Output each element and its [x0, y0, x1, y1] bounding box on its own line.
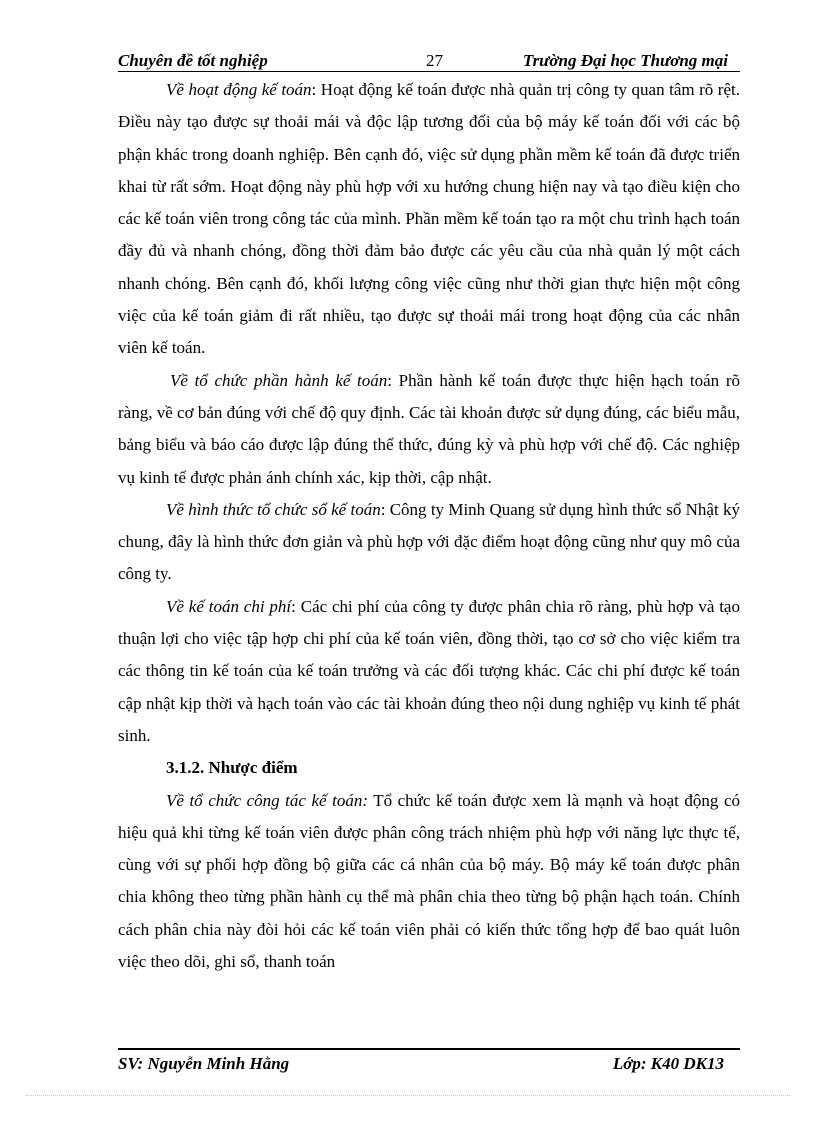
- paragraph-lead: Về hình thức tổ chức sổ kế toán: [166, 499, 381, 519]
- paragraph-lead: Về tổ chức công tác kế toán:: [166, 790, 368, 810]
- header-document-title: Chuyên đề tốt nghiệp: [118, 51, 268, 70]
- paragraph-lead: Về kế toán chi phí: [166, 596, 292, 616]
- header-divider: [118, 71, 740, 72]
- paragraph-accounting-organization: [118, 785, 740, 979]
- paragraph-text: : Phần hành kế toán được thực hiện hạch toán rõ ràng, về cơ bản đúng với chế độ quy định. Các tài khoản được sử dụng đúng, các biểu mẫu, bảng biểu và báo cáo được lập đúng thể thức, đúng kỳ và phù hợp với chế độ. Các nghiệp vụ kinh tế được phản ánh chính xác, kịp thời, cập nhật.: [118, 370, 740, 487]
- paragraph-text: : Các chi phí của công ty được phân chia rõ ràng, phù hợp và tạo thuận lợi cho việc tập hợp chi phí của kế toán viên, đồng thời, tạo cơ sở cho việc kiểm tra các thông tin kế toán của kế toán trưởng và các đối tượng khác. Các chi phí được kế toán cập nhật kịp thời và hạch toán vào các tài khoản đúng theo nội dung nghiệp vụ kinh tế phát sinh.: [118, 596, 740, 745]
- paragraph-bookkeeping-form: [118, 494, 740, 591]
- document-body: [118, 74, 740, 978]
- paragraph-text: Tổ chức kế toán được xem là mạnh và hoạt động có hiệu quả khi từng kế toán viên được phân công trách nhiệm phù hợp với năng lực thực tế, cùng với sự phối hợp đồng bộ giữa các cá nhân của bộ máy. Bộ máy kế toán được phân chia không theo từng phần hành cụ thể mà phân chia theo từng bộ phận hạch toán. Chính cách phân chia này đòi hỏi các kế toán viên phải có kiến thức tổng hợp để bao quát luôn việc theo dõi, ghi sổ, thanh toán: [118, 790, 740, 972]
- paragraph-text: : Hoạt động kế toán được nhà quản trị công ty quan tâm rõ rệt. Điều này tạo được sự thoải mái và độc lập tương đối của bộ máy kế toán đối với các bộ phận khác trong doanh nghiệp. Bên cạnh đó, việc sử dụng phần mềm kế toán đã được triển khai từ rất sớm. Hoạt động này phù hợp với xu hướng chung hiện nay và tạo điều kiện cho các kế toán viên trong công tác của mình. Phần mềm kế toán tạo ra một chu trình hạch toán đầy đủ và nhanh chóng, đồng thời đảm bảo được các yêu cầu của nhà quản lý một cách nhanh chóng. Bên cạnh đó, khối lượng công việc cũng như thời gian thực hiện một công việc của kế toán giảm đi rất nhiều, tạo được sự thoải mái trong hoạt động của các nhân viên kế toán.: [118, 80, 740, 358]
- footer-student-name: SV: Nguyễn Minh Hằng: [118, 1054, 290, 1073]
- footer-class-code: Lớp: K40 DK13: [612, 1054, 724, 1073]
- page-bottom-edge: [26, 1095, 790, 1096]
- paragraph-accounting-activity: [118, 74, 740, 365]
- paragraph-text: : Công ty Minh Quang sử dụng hình thức sổ Nhật ký chung, đây là hình thức đơn giản và phù hợp với đặc điểm hoạt động cũng như quy mô của công ty.: [118, 499, 740, 584]
- paragraph-cost-accounting: [118, 591, 740, 752]
- paragraph-lead: Về hoạt động kế toán: [166, 80, 312, 99]
- paragraph-lead: Về tổ chức phần hành kế toán: [170, 370, 388, 390]
- page-header: [118, 48, 740, 70]
- page-footer: [118, 1052, 740, 1074]
- footer-divider: [118, 1048, 740, 1050]
- paragraph-accounting-sections: [118, 365, 740, 494]
- header-university: Trường Đại học Thương mại: [522, 51, 728, 70]
- section-heading: 3.1.2. Nhược điểm: [166, 758, 298, 778]
- header-page-number: 27: [426, 51, 443, 70]
